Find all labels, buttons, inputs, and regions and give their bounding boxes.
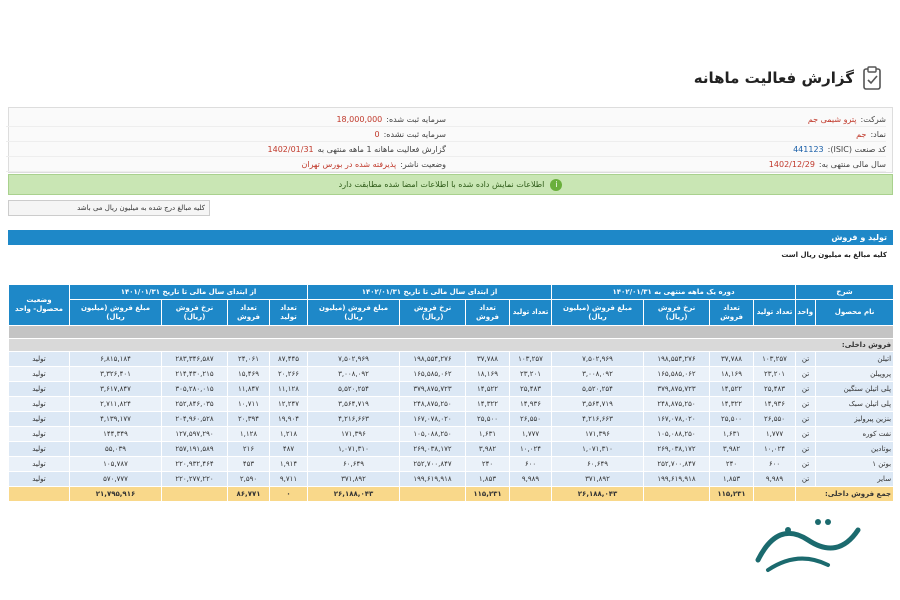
total-cell xyxy=(162,487,228,502)
spacer-row xyxy=(9,326,894,339)
table-cell: ۲۴۰ xyxy=(710,457,754,472)
table-cell: ۱۹,۹۰۴ xyxy=(270,412,308,427)
table-cell: ۱۶۵,۵۸۵,۰۶۲ xyxy=(644,367,710,382)
table-cell: ۷,۵۰۲,۹۶۹ xyxy=(308,352,400,367)
product-unit: تن xyxy=(796,472,816,487)
table-cell: ۳,۶۱۷,۸۴۷ xyxy=(70,382,162,397)
units-note: کلیه مبالغ درج شده به میلیون ریال می باشد xyxy=(8,200,210,216)
info-fiscal-year: سال مالی منتهی به:1402/12/29 xyxy=(446,157,886,172)
table-cell: ۲۵,۵۰۰ xyxy=(466,412,510,427)
product-status: تولید xyxy=(9,457,70,472)
product-status: تولید xyxy=(9,412,70,427)
product-status: تولید xyxy=(9,352,70,367)
product-name: بنزین پیرولیز xyxy=(816,412,894,427)
product-status: تولید xyxy=(9,367,70,382)
table-cell: ۱۶۵,۵۸۵,۰۶۲ xyxy=(400,367,466,382)
info-column-left xyxy=(6,112,446,172)
table-cell: ۱۲۷,۵۹۷,۲۹۰ xyxy=(162,427,228,442)
table-cell: ۱,۰۷۱,۳۱۰ xyxy=(308,442,400,457)
product-name: نفت کوره xyxy=(816,427,894,442)
table-cell: ۵,۵۲۰,۲۵۴ xyxy=(552,382,644,397)
table-cell: ۲۴۸,۸۷۵,۲۵۰ xyxy=(644,397,710,412)
table-cell: ۲۴,۰۶۱ xyxy=(228,352,270,367)
product-name: پلی اتیلن سنگین xyxy=(816,382,894,397)
table-cell: ۴۵۳ xyxy=(228,457,270,472)
table-cell: ۱۰,۰۲۴ xyxy=(754,442,796,457)
header-period2: از ابتدای سال مالی تا تاریخ ۱۴۰۲/۰۱/۳۱ xyxy=(308,285,552,300)
table-cell: ۱,۷۷۷ xyxy=(754,427,796,442)
table-cell: ۳,۵۶۴,۷۱۹ xyxy=(552,397,644,412)
table-cell: ۴۸۷ xyxy=(270,442,308,457)
product-status: تولید xyxy=(9,427,70,442)
table-cell: ۳,۹۸۲ xyxy=(710,442,754,457)
table-cell: ۲۸۳,۳۴۶,۵۸۷ xyxy=(162,352,228,367)
table-row xyxy=(9,352,894,367)
total-cell xyxy=(510,487,552,502)
table-cell: ۱۹۹,۶۱۹,۹۱۸ xyxy=(644,472,710,487)
total-cell: ۲۶,۱۸۸,۰۴۳ xyxy=(308,487,400,502)
product-status: تولید xyxy=(9,472,70,487)
table-row xyxy=(9,382,894,397)
table-cell: ۱,۷۷۷ xyxy=(510,427,552,442)
table-cell: ۸۷,۴۴۵ xyxy=(270,352,308,367)
table-cell: ۲,۵۹۰ xyxy=(228,472,270,487)
verification-notice xyxy=(8,174,893,195)
table-cell: ۱۰۳,۲۵۷ xyxy=(510,352,552,367)
table-cell: ۳۷۹,۸۷۵,۷۲۳ xyxy=(644,382,710,397)
section-subtitle: کلیه مبالغ به میلیون ریال است xyxy=(8,248,893,262)
table-cell: ۳۷۹,۸۷۵,۷۲۳ xyxy=(400,382,466,397)
table-cell: ۱,۸۵۳ xyxy=(710,472,754,487)
product-name: بوتادین xyxy=(816,442,894,457)
table-cell: ۲,۷۱۱,۸۲۴ xyxy=(70,397,162,412)
table-cell: ۲۳,۲۰۱ xyxy=(754,367,796,382)
table-cell: ۲۵۲,۷۰۰,۸۴۷ xyxy=(400,457,466,472)
table-cell: ۲۶۹,۰۳۸,۱۷۲ xyxy=(644,442,710,457)
product-unit: تن xyxy=(796,427,816,442)
table-row xyxy=(9,397,894,412)
table-cell: ۲۲۰,۹۳۲,۴۶۴ xyxy=(162,457,228,472)
header-amount-1: مبلغ فروش (میلیون ریال) xyxy=(552,300,644,326)
header-rate-2: نرخ فروش (ریال) xyxy=(400,300,466,326)
company-info-panel xyxy=(8,107,893,173)
table-cell: ۲۴۰ xyxy=(466,457,510,472)
page-title: گزارش فعالیت ماهانه xyxy=(693,69,854,87)
table-cell: ۲۰,۲۶۶ xyxy=(270,367,308,382)
table-cell: ۱۴,۵۲۲ xyxy=(710,382,754,397)
info-report-period: گزارش فعالیت ماهانه 1 ماهه منتهی به1402/01/31 xyxy=(6,142,446,157)
table-cell: ۱۹۸,۵۵۴,۲۷۶ xyxy=(644,352,710,367)
watermark-logo xyxy=(748,500,868,580)
table-row xyxy=(9,457,894,472)
table-cell: ۳,۰۰۸,۰۹۲ xyxy=(552,367,644,382)
table-cell: ۵۷۰,۷۷۷ xyxy=(70,472,162,487)
table-cell: ۱۱,۱۲۸ xyxy=(270,382,308,397)
table-cell: ۳,۵۶۴,۷۱۹ xyxy=(308,397,400,412)
product-unit: تن xyxy=(796,367,816,382)
table-row xyxy=(9,412,894,427)
table-cell: ۱۵,۴۶۹ xyxy=(228,367,270,382)
header-rate-3: نرخ فروش (ریال) xyxy=(162,300,228,326)
total-cell: ۱۱۵,۲۳۱ xyxy=(466,487,510,502)
table-cell: ۳۰۵,۲۸۰,۰۱۵ xyxy=(162,382,228,397)
table-cell: ۲۵۷,۱۹۱,۵۸۹ xyxy=(162,442,228,457)
header-product: نام محصول xyxy=(816,300,894,326)
header-desc: شرح xyxy=(796,285,894,300)
table-cell: ۱۶۷,۰۷۸,۰۲۰ xyxy=(644,412,710,427)
total-label: جمع فروش داخلی: xyxy=(796,487,894,502)
total-cell: ۲۱,۷۹۵,۹۱۶ xyxy=(70,487,162,502)
table-cell: ۱۹۸,۵۵۴,۲۷۶ xyxy=(400,352,466,367)
product-name: پلی اتیلن سبک xyxy=(816,397,894,412)
product-unit: تن xyxy=(796,457,816,472)
table-cell: ۲۰,۳۹۴ xyxy=(228,412,270,427)
product-name: سایر xyxy=(816,472,894,487)
table-cell: ۱,۶۳۱ xyxy=(466,427,510,442)
table-cell: ۳,۹۸۲ xyxy=(466,442,510,457)
table-cell: ۲۶,۵۵۰ xyxy=(510,412,552,427)
category-row xyxy=(9,339,894,352)
section-title: تولید و فروش xyxy=(8,230,893,245)
table-cell: ۲۳,۲۰۱ xyxy=(510,367,552,382)
info-symbol: نماد:جم xyxy=(446,127,886,142)
page-header xyxy=(694,66,882,90)
table-cell: ۴,۱۳۹,۱۷۷ xyxy=(70,412,162,427)
header-sales-3: تعداد فروش xyxy=(228,300,270,326)
table-cell: ۱۰۳,۲۵۷ xyxy=(754,352,796,367)
table-cell: ۹,۹۸۹ xyxy=(754,472,796,487)
clipboard-icon xyxy=(862,66,882,90)
table-cell: ۲۵۲,۷۰۰,۸۴۷ xyxy=(644,457,710,472)
table-cell: ۱۴۴,۳۴۹ xyxy=(70,427,162,442)
header-sales-1: تعداد فروش xyxy=(710,300,754,326)
table-cell: ۲۰۴,۹۶۰,۵۲۸ xyxy=(162,412,228,427)
table-cell: ۳۷,۷۸۸ xyxy=(466,352,510,367)
product-status: تولید xyxy=(9,442,70,457)
header-rate-1: نرخ فروش (ریال) xyxy=(644,300,710,326)
table-cell: ۶۰۰ xyxy=(754,457,796,472)
table-row xyxy=(9,472,894,487)
table-cell: ۱۱,۸۴۷ xyxy=(228,382,270,397)
table-row xyxy=(9,442,894,457)
header-status: وضعیت محصول- واحد xyxy=(9,285,70,326)
table-cell: ۱۴,۳۲۲ xyxy=(710,397,754,412)
table-cell: ۱۴,۵۲۲ xyxy=(466,382,510,397)
header-prod-1: تعداد تولید xyxy=(754,300,796,326)
table-cell: ۱۰۵,۰۸۸,۲۵۰ xyxy=(400,427,466,442)
table-cell: ۲۶,۵۵۰ xyxy=(754,412,796,427)
table-cell: ۱۶۷,۰۷۸,۰۲۰ xyxy=(400,412,466,427)
product-unit: تن xyxy=(796,397,816,412)
table-cell: ۳۷۱,۸۹۲ xyxy=(308,472,400,487)
table-cell: ۱,۲۱۸ xyxy=(270,427,308,442)
table-cell: ۱,۱۲۸ xyxy=(228,427,270,442)
table-cell: ۲۱۶ xyxy=(228,442,270,457)
table-row xyxy=(9,367,894,382)
product-name: بوتن ۱ xyxy=(816,457,894,472)
table-cell: ۵۵,۰۳۹ xyxy=(70,442,162,457)
table-cell: ۲۱۴,۴۳۰,۲۱۵ xyxy=(162,367,228,382)
header-amount-3: مبلغ فروش (میلیون ریال) xyxy=(70,300,162,326)
product-unit: تن xyxy=(796,382,816,397)
info-publisher-status: وضعیت ناشر:پذیرفته شده در بورس تهران xyxy=(6,157,446,172)
table-cell: ۱۰۵,۷۸۷ xyxy=(70,457,162,472)
table-cell: ۱۰,۷۱۱ xyxy=(228,397,270,412)
table-group-header xyxy=(9,285,894,300)
table-row xyxy=(9,427,894,442)
info-company: شرکت:پترو شیمی جم xyxy=(446,112,886,127)
table-cell: ۱۰,۰۲۴ xyxy=(510,442,552,457)
table-cell: ۹,۹۸۹ xyxy=(510,472,552,487)
product-unit: تن xyxy=(796,412,816,427)
product-status: تولید xyxy=(9,397,70,412)
table-cell: ۱۴,۹۳۶ xyxy=(754,397,796,412)
header-prod-2: تعداد تولید xyxy=(510,300,552,326)
table-cell: ۲۴۸,۸۷۵,۲۵۰ xyxy=(400,397,466,412)
table-cell: ۵,۵۲۰,۲۵۴ xyxy=(308,382,400,397)
table-cell: ۱۲,۲۴۷ xyxy=(270,397,308,412)
table-cell: ۳۷۱,۸۹۲ xyxy=(552,472,644,487)
symbol-link[interactable]: جم xyxy=(856,130,867,139)
table-cell: ۷,۵۰۲,۹۶۹ xyxy=(552,352,644,367)
info-registered-capital: سرمایه ثبت شده:18,000,000 xyxy=(6,112,446,127)
table-cell: ۱,۶۳۱ xyxy=(710,427,754,442)
product-name: پروپیلن xyxy=(816,367,894,382)
table-cell: ۲۵,۴۸۳ xyxy=(510,382,552,397)
table-cell: ۱,۸۵۳ xyxy=(466,472,510,487)
table-cell: ۶,۸۱۵,۱۸۴ xyxy=(70,352,162,367)
header-amount-2: مبلغ فروش (میلیون ریال) xyxy=(308,300,400,326)
table-cell: ۱۹۹,۶۱۹,۹۱۸ xyxy=(400,472,466,487)
table-cell: ۱۸,۱۶۹ xyxy=(466,367,510,382)
header-prod-3: تعداد تولید xyxy=(270,300,308,326)
category-label: فروش داخلی: xyxy=(9,339,894,352)
table-cell: ۳,۳۲۶,۴۰۱ xyxy=(70,367,162,382)
table-cell: ۲۵۲,۸۴۶,۰۳۵ xyxy=(162,397,228,412)
table-cell: ۲۵,۴۸۳ xyxy=(754,382,796,397)
total-cell: ۲۶,۱۸۸,۰۴۳ xyxy=(552,487,644,502)
table-cell: ۲۲۰,۲۷۷,۲۲۰ xyxy=(162,472,228,487)
table-cell: ۲۵,۵۰۰ xyxy=(710,412,754,427)
table-cell: ۳۷,۷۸۸ xyxy=(710,352,754,367)
table-cell: ۴,۲۱۶,۶۶۳ xyxy=(552,412,644,427)
header-period1: دوره یک ماهه منتهی به ۱۴۰۲/۰۱/۳۱ xyxy=(552,285,796,300)
table-cell: ۶۰۰ xyxy=(510,457,552,472)
table-cell: ۶۰,۶۴۹ xyxy=(552,457,644,472)
product-name: اتیلن xyxy=(816,352,894,367)
table-cell: ۶۰,۶۴۹ xyxy=(308,457,400,472)
table-cell: ۲۶۹,۰۳۸,۱۷۲ xyxy=(400,442,466,457)
company-link[interactable]: پترو شیمی جم xyxy=(807,115,857,124)
table-cell: ۴,۲۱۶,۶۶۳ xyxy=(308,412,400,427)
total-status xyxy=(9,487,70,502)
total-cell: ۰ xyxy=(270,487,308,502)
table-cell: ۳,۰۰۸,۰۹۲ xyxy=(308,367,400,382)
info-unregistered-capital: سرمایه ثبت نشده:0 xyxy=(6,127,446,142)
table-sub-header xyxy=(9,300,894,326)
table-cell: ۱,۰۷۱,۳۱۰ xyxy=(552,442,644,457)
table-cell: ۱۷۱,۳۹۶ xyxy=(308,427,400,442)
total-cell xyxy=(400,487,466,502)
product-unit: تن xyxy=(796,442,816,457)
table-cell: ۱۰۵,۰۸۸,۲۵۰ xyxy=(644,427,710,442)
table-cell: ۱۴,۹۳۶ xyxy=(510,397,552,412)
header-sales-2: تعداد فروش xyxy=(466,300,510,326)
product-status: تولید xyxy=(9,382,70,397)
total-cell: ۱۱۵,۲۳۱ xyxy=(710,487,754,502)
header-period3: از ابتدای سال مالی تا تاریخ ۱۴۰۱/۰۱/۳۱ xyxy=(70,285,308,300)
info-check-icon: i xyxy=(550,179,562,191)
table-cell: ۱۷۱,۳۹۶ xyxy=(552,427,644,442)
header-unit: واحد xyxy=(796,300,816,326)
total-cell: ۸۶,۷۷۱ xyxy=(228,487,270,502)
info-column-right xyxy=(446,112,886,172)
production-sales-table xyxy=(8,284,893,496)
table-cell: ۱۸,۱۶۹ xyxy=(710,367,754,382)
table-cell: ۱,۹۱۴ xyxy=(270,457,308,472)
table-cell: ۱۴,۳۲۲ xyxy=(466,397,510,412)
total-cell xyxy=(644,487,710,502)
notice-text: اطلاعات نمایش داده شده با اطلاعات امضا شده مطابقت دارد xyxy=(338,180,545,189)
table-cell: ۹,۷۱۱ xyxy=(270,472,308,487)
info-isic: کد صنعت (ISIC):441123 xyxy=(446,142,886,157)
product-unit: تن xyxy=(796,352,816,367)
